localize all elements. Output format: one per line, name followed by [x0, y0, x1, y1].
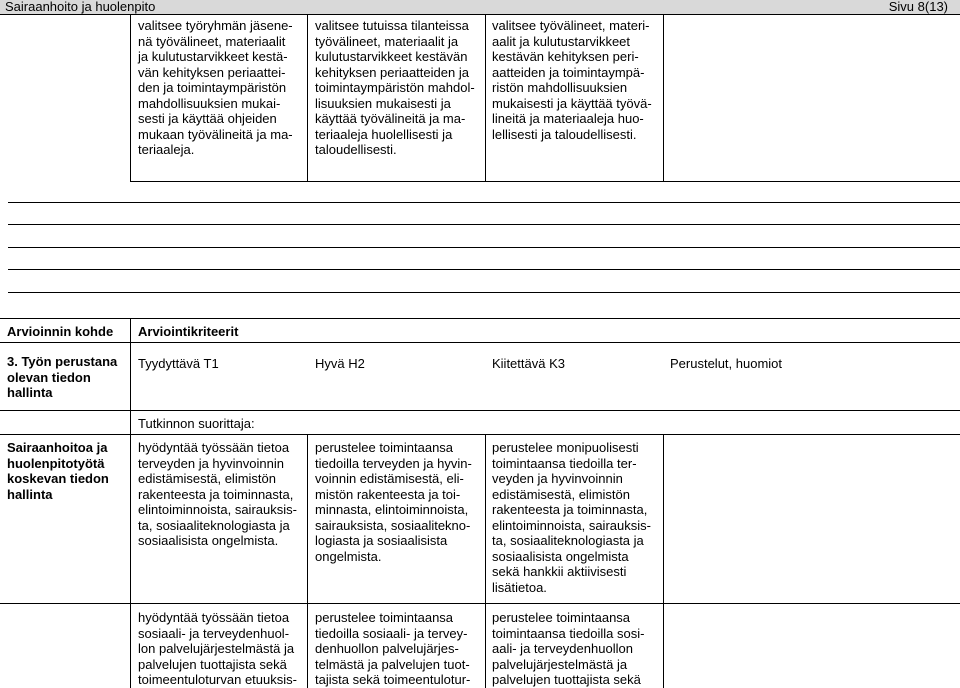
grade-t1-header: Tyydyttävä T1 — [138, 356, 219, 371]
blank-line — [8, 202, 960, 203]
blank-line — [8, 247, 960, 248]
blank-line — [8, 269, 960, 270]
page-header — [0, 0, 960, 15]
top-table-bottom-border — [130, 181, 960, 182]
row2-t1: hyödyntää työssään tietoa sosiaali- ja terveydenhuol- lon palvelujärjestelmästä ja palvelujen tuottajista sekä toimeentuloturvan etuuksis- — [138, 610, 297, 687]
document-title: Sairaanhoito ja huolenpito — [5, 0, 156, 14]
grade-h2-header: Hyvä H2 — [315, 356, 365, 371]
top-table-divider — [663, 15, 664, 182]
column-header-criteria: Arviointikriteerit — [138, 324, 239, 339]
criteria-divider — [307, 434, 308, 688]
criteria-divider — [485, 434, 486, 688]
row-border — [0, 434, 960, 435]
section-top-border — [0, 318, 960, 319]
blank-line — [8, 292, 960, 293]
column-header-target: Arvioinnin kohde — [7, 324, 114, 339]
top-table-divider — [307, 15, 308, 182]
row2-k3: perustelee toimintaansa toimintaansa tiedoilla sosi- aali- ja terveydenhuollon palvelujärjestelmästä ja palvelujen tuottajista sekä — [492, 610, 645, 687]
page-number: Sivu 8(13) — [888, 0, 948, 14]
target-column-divider — [130, 318, 131, 688]
section-header-border — [0, 342, 960, 343]
top-criteria-k3: valitsee työvälineet, materi- aalit ja kulutustarvikkeet kestävän kehityksen peri- aatteiden ja toimintaympä- ristön mahdollisuuksien mukaisesti ja käyttää työvä- lineitä ja materiaaleja huo- lellisesti ja taloudellisesti. — [492, 18, 652, 142]
grade-notes-header: Perustelut, huomiot — [670, 356, 783, 371]
top-table-divider — [485, 15, 486, 182]
row2-h2: perustelee toimintaansa tiedoilla sosiaali- ja tervey- denhuollon palvelujärjes- telmästä ja palvelujen tuot- tajista sekä toimeentulotur- — [315, 610, 471, 687]
intro-text: Tutkinnon suorittaja: — [138, 416, 255, 431]
criteria-divider — [663, 434, 664, 688]
grade-k3-header: Kiitettävä K3 — [492, 356, 565, 371]
row1-t1: hyödyntää työssään tietoa terveyden ja hyvinvoinnin edistämisestä, elimistön rakenteesta ja toiminnasta, elintoiminnoista, sairauksis- ta, sosiaaliteknologiasta ja sosiaalisista ongelmista. — [138, 440, 297, 548]
row-border — [0, 603, 960, 604]
top-table-divider — [130, 15, 131, 182]
blank-line — [8, 224, 960, 225]
row-border — [0, 410, 960, 411]
row1-k3: perustelee monipuolisesti toimintaansa tiedoilla ter- veyden ja hyvinvoinnin edistämisestä, elimistön rakenteesta ja toiminnasta, elintoiminnoista, sairauksis- ta, sosiaaliteknologiasta ja sosiaalisista ongelmista sekä hankkii aktiivisesti lisätietoa. — [492, 440, 651, 595]
row1-target: Sairaanhoitoa ja huolenpitotyötä koskevan tiedon hallinta — [7, 440, 109, 502]
top-criteria-t1: valitsee työryhmän jäsene- nä työvälineet, materiaalit ja kulutustarvikkeet kestä- vän kehityksen periaattei- den ja toimintaympäristön mahdollisuuksien mukai- sesti ja käyttää ohjeiden mukaan työvälineitä ja ma- teriaaleja. — [138, 18, 293, 157]
assessment-target-title: 3. Työn perustana olevan tiedon hallinta — [7, 354, 118, 400]
row1-h2: perustelee toimintaansa tiedoilla terveyden ja hyvin- voinnin edistämisestä, eli- mistön rakenteesta ja toi- minnasta, elintoiminnoista, sairauksista, sosiaalitekno- logiasta ja sosiaalisista ongelmista. — [315, 440, 472, 564]
top-criteria-h2: valitsee tutuissa tilanteissa työvälineet, materiaalit ja kulutustarvikkeet kestävän kehityksen periaatteiden ja toimintaympäristön mahdol- lisuuksien mukaisesti ja käyttää työvälineitä ja ma- teriaaleja huolellisesti ja taloudellisesti. — [315, 18, 475, 157]
